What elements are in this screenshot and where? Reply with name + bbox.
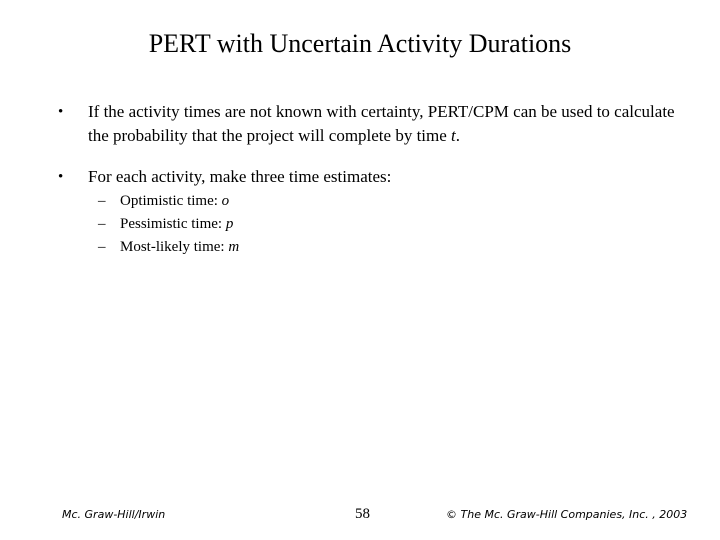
dash-marker: – <box>98 193 106 209</box>
sub-bullet-text: Most-likely time: m <box>120 239 240 255</box>
sub-bullet-item <box>98 213 498 236</box>
footer-copyright: © The Mc. Graw-Hill Companies, Inc. , 2003 <box>446 508 688 521</box>
bullet-marker: • <box>58 169 64 185</box>
bullet-text: For each activity, make three time estimates: <box>88 167 392 186</box>
bullet-item <box>58 100 678 150</box>
slide-title: PERT with Uncertain Activity Durations <box>148 29 572 58</box>
sub-bullet-item <box>98 190 498 213</box>
dash-marker: – <box>98 239 106 255</box>
sub-bullet-item <box>98 236 498 259</box>
bullet-text: If the activity times are not known with certainty, PERT/CPM can be used to calculate the probability that the project will complete by time t. <box>88 102 675 145</box>
footer-publisher: Mc. Graw-Hill/Irwin <box>62 508 166 521</box>
bullet-marker: • <box>58 104 64 120</box>
sub-bullet-list <box>98 190 498 259</box>
page-number: 58 <box>355 506 370 522</box>
sub-bullet-text: Optimistic time: o <box>120 193 230 209</box>
dash-marker: – <box>98 216 106 232</box>
sub-bullet-text: Pessimistic time: p <box>120 216 234 232</box>
variable-t: t <box>451 126 456 145</box>
bullet-item <box>58 165 678 191</box>
